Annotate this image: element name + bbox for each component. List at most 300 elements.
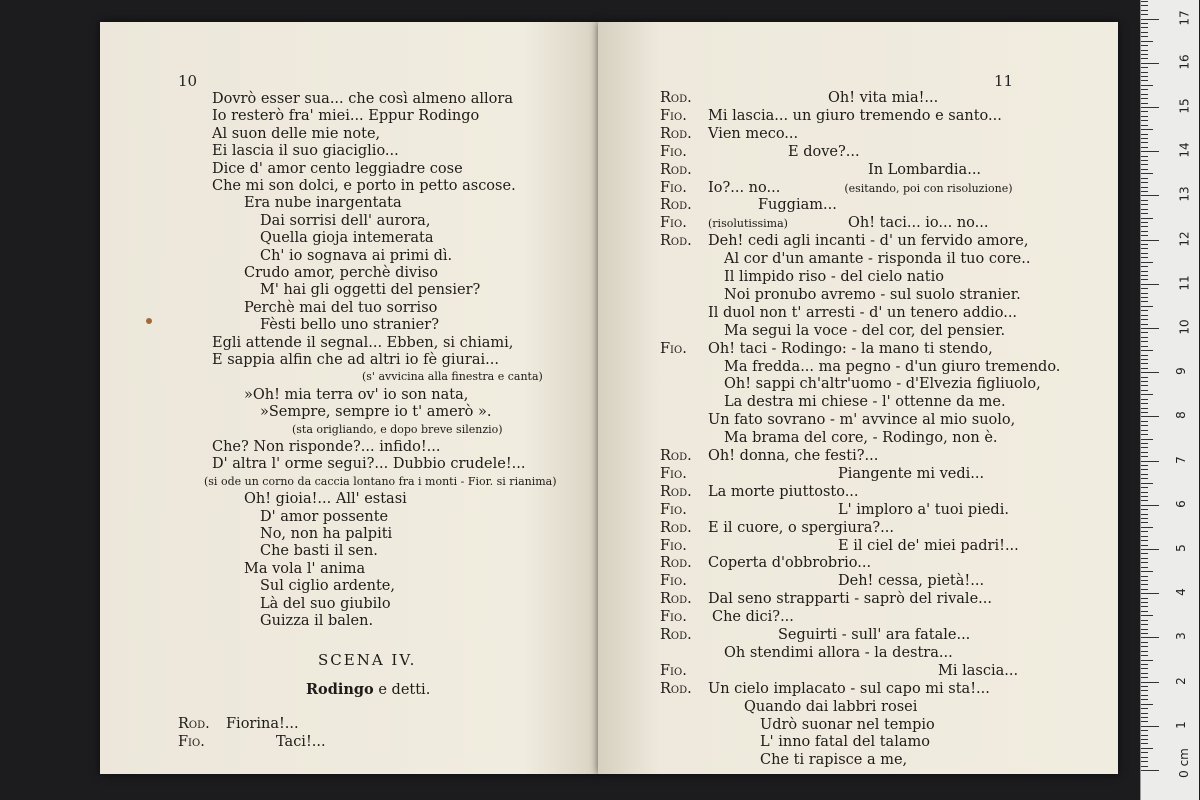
ruler-tick	[1141, 461, 1159, 462]
ruler-tick	[1141, 248, 1148, 249]
verse-line: Dovrò esser sua... che così almeno allora	[212, 91, 513, 107]
right-page	[598, 22, 1118, 774]
ruler-tick	[1141, 111, 1148, 112]
ruler-tick	[1141, 593, 1159, 594]
ruler-number: 13	[1177, 186, 1192, 203]
dialogue-line	[660, 89, 938, 107]
ruler-tick	[1141, 359, 1148, 360]
ruler-tick	[1141, 147, 1148, 148]
dialogue-text: Oh! sappi ch'altr'uomo - d'Elvezia figliuolo,	[724, 376, 1041, 393]
ruler-tick	[1141, 469, 1148, 470]
open-book	[100, 22, 1118, 774]
left-page	[100, 22, 598, 774]
dialogue-line	[660, 358, 1060, 376]
ruler-tick	[1141, 103, 1148, 104]
ruler-tick	[1141, 673, 1148, 674]
verse-line: Oh! gioia!... All' estasi	[244, 491, 407, 508]
measuring-ruler	[1140, 0, 1199, 800]
ruler-tick	[1141, 500, 1148, 501]
ruler-tick	[1141, 452, 1148, 453]
dialogue-text: Il limpido riso - del cielo natio	[724, 269, 944, 285]
ruler-tick	[1141, 717, 1148, 718]
speaker-label: Fio.	[178, 734, 205, 751]
dialogue-line	[660, 179, 1013, 198]
ruler-tick	[1141, 606, 1148, 607]
verse-line: Che basti il sen.	[260, 543, 378, 560]
verse-line: Dai sorrisi dell' aurora,	[260, 212, 431, 229]
ruler-number: 11	[1177, 275, 1192, 291]
ruler-tick	[1141, 266, 1148, 267]
ruler-tick	[1141, 766, 1148, 767]
ruler-tick	[1141, 743, 1148, 744]
dialogue-line	[660, 698, 917, 716]
ruler-tick	[1141, 80, 1148, 81]
ruler-tick	[1141, 620, 1148, 621]
dialogue-line	[660, 644, 953, 662]
ruler-number: 5	[1173, 544, 1188, 552]
ruler-tick	[1141, 611, 1148, 612]
dialogue-line	[660, 483, 859, 501]
ruler-tick	[1141, 262, 1153, 263]
dialogue-text: Oh! vita mia!...	[828, 90, 939, 106]
ruler-tick	[1141, 704, 1153, 705]
ruler-tick	[1141, 297, 1148, 298]
ruler-tick	[1141, 346, 1148, 347]
ruler-number: 12	[1177, 230, 1192, 247]
dialogue-text: Seguirti - sull' ara fatale...	[778, 627, 971, 643]
verse-line: Egli attende il segnal... Ebben, si chiami,	[212, 334, 514, 351]
dialogue-text: Oh stendimi allora - la destra...	[724, 644, 953, 661]
verse-line: Sul ciglio ardente,	[260, 578, 395, 595]
ruler-tick	[1141, 328, 1159, 329]
ruler-tick	[1141, 580, 1148, 581]
ruler-tick	[1141, 483, 1153, 484]
ruler-tick	[1141, 151, 1159, 152]
ruler-tick	[1141, 761, 1148, 762]
ruler-tick	[1141, 447, 1148, 448]
speaker-label: Rod.	[178, 716, 210, 733]
dialogue-text: L' imploro a' tuoi piedi.	[838, 501, 1009, 518]
speaker-label: Fio.	[660, 107, 687, 124]
ruler-tick	[1141, 134, 1148, 135]
speaker-label: Rod.	[660, 90, 692, 106]
verse-line: Guizza il balen.	[260, 613, 374, 629]
dialogue-text: Che dici?...	[712, 609, 794, 626]
speaker-label: Rod.	[660, 448, 692, 464]
ruler-tick	[1141, 5, 1148, 6]
ruler-tick	[1141, 350, 1153, 351]
ruler-tick	[1141, 505, 1159, 506]
ruler-tick	[1141, 496, 1148, 497]
ruler-tick	[1141, 390, 1148, 391]
ruler-tick	[1141, 310, 1148, 311]
ruler-tick	[1141, 125, 1148, 126]
dialogue-text: Mi lascia...	[938, 662, 1019, 679]
ruler-tick	[1141, 443, 1148, 444]
dialogue-text: In Lombardia...	[868, 161, 982, 178]
ruler-number: 2	[1173, 676, 1188, 685]
ruler-tick	[1141, 156, 1148, 157]
ruler-tick	[1141, 19, 1159, 20]
ruler-tick	[1141, 213, 1148, 214]
speaker-label: Rod.	[660, 519, 692, 536]
ruler-tick	[1141, 686, 1148, 687]
speaker-label: Fio.	[660, 340, 687, 357]
ruler-number: 3	[1173, 632, 1188, 641]
dialogue-line	[660, 250, 1030, 268]
ruler-number: 1	[1173, 720, 1188, 729]
dialogue-line	[660, 590, 992, 608]
verse-line: Ma vola l' anima	[244, 560, 366, 577]
speaker-label: Fio.	[660, 662, 687, 679]
dialogue-text: Il duol non t' arresti - d' un tenero addio...	[708, 304, 1018, 321]
verse-line: D' amor possente	[260, 508, 389, 525]
ruler-tick	[1141, 187, 1148, 188]
ruler-tick	[1141, 231, 1148, 232]
ruler-number: 14	[1177, 142, 1192, 158]
speaker-label: Fio.	[660, 179, 687, 196]
dialogue-text: Taci!...	[276, 734, 326, 751]
ruler-tick	[1141, 399, 1148, 400]
ruler-tick	[1141, 624, 1148, 625]
ruler-tick	[1141, 633, 1148, 634]
ruler-tick	[1141, 492, 1148, 493]
dialogue-line	[660, 680, 990, 698]
ruler-number: 6	[1173, 499, 1188, 508]
ruler-tick	[1141, 368, 1148, 369]
speaker-label: Fio.	[660, 143, 687, 160]
ruler-tick	[1141, 416, 1159, 417]
ruler-tick	[1141, 713, 1148, 714]
verse-line: Che? Non risponde?... infido!...	[212, 439, 441, 455]
ruler-tick	[1141, 377, 1148, 378]
ruler-tick	[1141, 527, 1153, 528]
speaker-label: Fio.	[660, 501, 687, 518]
ruler-tick	[1141, 730, 1148, 731]
cast-name: Rodingo	[306, 681, 374, 699]
ruler-tick	[1141, 253, 1148, 254]
ruler-tick	[1141, 434, 1148, 435]
ruler-tick	[1141, 218, 1153, 219]
dialogue-line	[660, 519, 894, 537]
ruler-tick	[1141, 72, 1148, 73]
ruler-tick	[1141, 668, 1148, 669]
ruler-tick	[1141, 726, 1159, 727]
dialogue-line	[660, 286, 1021, 304]
dialogue-line	[660, 322, 1005, 340]
dialogue-line	[660, 626, 970, 644]
ruler-tick	[1141, 651, 1148, 652]
ruler-tick	[1141, 337, 1148, 338]
verse-line: Là del suo giubilo	[260, 595, 391, 612]
dialogue-text: Io?... no...	[708, 179, 781, 196]
dialogue-text: Quando dai labbri rosei	[744, 698, 918, 715]
ruler-tick	[1141, 514, 1148, 515]
ruler-tick	[1141, 240, 1159, 241]
ruler-tick	[1141, 394, 1153, 395]
ruler-tick	[1141, 509, 1148, 510]
dialogue-line	[660, 214, 989, 233]
ruler-tick	[1141, 655, 1148, 656]
verse-line: »Oh! mia terra ov' io son nata,	[244, 386, 469, 403]
ruler-tick	[1141, 403, 1148, 404]
dialogue-text: Fuggiam...	[758, 197, 837, 214]
ruler-tick	[1141, 478, 1148, 479]
ruler-tick	[1141, 752, 1148, 753]
ruler-number: 7	[1173, 455, 1188, 464]
verse-line: Che mi son dolci, e porto in petto ascose.	[212, 178, 516, 194]
ruler-tick	[1141, 275, 1148, 276]
ruler-tick	[1141, 182, 1148, 183]
ruler-tick	[1141, 41, 1153, 42]
ruler-number: 10	[1177, 319, 1192, 335]
ruler-tick	[1141, 222, 1148, 223]
dialogue-line	[660, 107, 1002, 125]
dialogue-line	[660, 572, 984, 590]
dialogue-line	[660, 429, 998, 447]
ruler-tick	[1141, 465, 1148, 466]
ruler-tick	[1141, 178, 1148, 179]
ruler-tick	[1141, 209, 1148, 210]
dialogue-text: Al cor d'un amante - risponda il tuo core..	[724, 251, 1031, 268]
ruler-tick	[1141, 549, 1159, 550]
ruler-tick	[1141, 226, 1148, 227]
stage-direction: (esitando, poi con risoluzione)	[844, 181, 1013, 195]
dialogue-line	[660, 501, 1009, 519]
ruler-tick	[1141, 558, 1148, 559]
dialogue-text: Ma segui la voce - del cor, del pensier.	[724, 322, 1006, 339]
ruler-tick	[1141, 14, 1148, 15]
dialogue-text: Oh! donna, che festi?...	[708, 448, 879, 464]
ruler-tick	[1141, 540, 1148, 541]
ruler-tick	[1141, 107, 1159, 108]
dialogue-text: E dove?...	[788, 143, 860, 160]
verse-line: Quella gioja intemerata	[260, 230, 434, 247]
ruler-tick	[1141, 284, 1159, 285]
verse-line: (si ode un corno da caccia lontano fra i monti - Fior. si rianima)	[204, 474, 557, 488]
ruler-tick	[1141, 522, 1148, 523]
ruler-tick	[1141, 27, 1148, 28]
dialogue-line	[660, 662, 1018, 680]
ruler-tick	[1141, 721, 1148, 722]
dialogue-line	[660, 268, 944, 286]
ruler-tick	[1141, 425, 1148, 426]
ruler-tick	[1141, 116, 1148, 117]
ruler-tick	[1141, 571, 1153, 572]
ruler-tick	[1141, 589, 1148, 590]
speaker-label: Rod.	[660, 483, 692, 500]
ruler-tick	[1141, 288, 1148, 289]
ruler-tick	[1141, 456, 1148, 457]
dialogue-text: Mi lascia... un giuro tremendo e santo...	[708, 107, 1002, 124]
dialogue-text: La morte piuttosto...	[708, 483, 859, 500]
ruler-tick	[1141, 293, 1148, 294]
ruler-number: 8	[1173, 411, 1188, 420]
ruler-tick	[1141, 735, 1148, 736]
ink-stain	[146, 318, 152, 324]
dialogue-text: Un fato sovrano - m' avvince al mio suolo,	[708, 412, 1016, 429]
ruler-tick	[1141, 138, 1148, 139]
dialogue-line	[660, 608, 794, 626]
verse-line: Crudo amor, perchè diviso	[244, 265, 439, 281]
ruler-number: 16	[1177, 54, 1192, 70]
dialogue-text: Oh! taci - Rodingo: - la mano ti stendo,	[708, 340, 993, 357]
ruler-tick	[1141, 690, 1148, 691]
ruler-tick	[1141, 94, 1148, 95]
ruler-tick	[1141, 412, 1148, 413]
ruler-tick	[1141, 244, 1148, 245]
dialogue-text: Ma brama del core, - Rodingo, non è.	[724, 430, 998, 447]
ruler-tick	[1141, 257, 1148, 258]
speaker-label: Fio.	[660, 609, 687, 626]
ruler-tick	[1141, 408, 1148, 409]
ruler-tick	[1141, 36, 1148, 37]
ruler-tick	[1141, 204, 1148, 205]
dialogue-line	[178, 733, 326, 751]
ruler-tick	[1141, 271, 1148, 272]
ruler-tick	[1141, 235, 1148, 236]
ruler-tick	[1141, 372, 1159, 373]
ruler-number: 9	[1173, 367, 1188, 376]
cast-rest: e detti.	[373, 682, 431, 699]
ruler-tick	[1141, 341, 1148, 342]
dialogue-text: Oh! taci... io... no...	[847, 215, 989, 232]
speaker-label: Rod.	[660, 161, 692, 178]
ruler-number: 15	[1177, 98, 1192, 114]
verse-line: Io resterò fra' miei... Eppur Rodingo	[212, 108, 480, 125]
dialogue-line	[660, 716, 935, 734]
ruler-tick	[1141, 748, 1153, 749]
verse-line: (sta origliando, e dopo breve silenzio)	[292, 422, 503, 436]
dialogue-text: Vien meco...	[708, 125, 799, 142]
stage-direction: (risolutissima)	[708, 217, 788, 231]
speaker-label: Rod.	[660, 125, 692, 142]
ruler-tick	[1141, 708, 1148, 709]
ruler-tick	[1141, 439, 1153, 440]
ruler-tick	[1141, 615, 1153, 616]
dialogue-line	[660, 447, 878, 465]
ruler-tick	[1141, 160, 1148, 161]
ruler-number: 4	[1173, 588, 1188, 597]
ruler-tick	[1141, 682, 1159, 683]
dialogue-line	[660, 537, 1019, 555]
ruler-tick	[1141, 301, 1148, 302]
ruler-tick	[1141, 474, 1148, 475]
ruler-tick	[1141, 646, 1148, 647]
verse-line: Perchè mai del tuo sorriso	[244, 299, 438, 316]
ruler-tick	[1141, 545, 1148, 546]
ruler-number: 17	[1177, 9, 1192, 26]
verse-line: E sappia alfin che ad altri io fè giurai...	[212, 352, 499, 368]
ruler-tick	[1141, 169, 1148, 170]
ruler-tick	[1141, 637, 1159, 638]
ruler-tick	[1141, 319, 1148, 320]
dialogue-line	[660, 733, 930, 751]
verse-line: Ch' io sognava ai primi dì.	[260, 247, 453, 264]
dialogue-text: Noi pronubo avremo - sul suolo stranier.	[724, 286, 1021, 303]
dialogue-line	[178, 715, 299, 733]
page-number: 10	[178, 72, 198, 90]
ruler-tick	[1141, 363, 1148, 364]
dialogue-text: E il ciel de' miei padri!...	[838, 537, 1019, 554]
dialogue-text: E il cuore, o spergiura?...	[708, 519, 895, 536]
ruler-tick	[1141, 602, 1148, 603]
ruler-tick	[1141, 576, 1148, 577]
dialogue-text: Ma fredda... ma pegno - d'un giuro tremendo.	[724, 358, 1061, 375]
speaker-label: Rod.	[660, 627, 692, 643]
ruler-tick	[1141, 677, 1148, 678]
ruler-tick	[1141, 562, 1148, 563]
dialogue-line	[660, 751, 907, 769]
verse-line: Dice d' amor cento leggiadre cose	[212, 160, 463, 177]
ruler-tick	[1141, 67, 1148, 68]
ruler-tick	[1141, 487, 1148, 488]
ruler-tick	[1141, 567, 1148, 568]
ruler-tick	[1141, 642, 1148, 643]
ruler-tick	[1141, 629, 1148, 630]
ruler-tick	[1141, 32, 1148, 33]
ruler-tick	[1141, 164, 1148, 165]
speaker-label: Rod.	[660, 680, 692, 697]
verse-line: No, non ha palpiti	[260, 526, 393, 542]
dialogue-text: Deh! cessa, pietà!...	[838, 573, 985, 590]
dialogue-line	[660, 143, 860, 161]
ruler-tick	[1141, 324, 1148, 325]
ruler-tick	[1141, 332, 1148, 333]
dialogue-line	[660, 554, 871, 572]
dialogue-line	[660, 161, 981, 179]
page-number: 11	[994, 72, 1014, 90]
ruler-tick	[1141, 553, 1148, 554]
ruler-tick	[1141, 355, 1148, 356]
verse-line: M' hai gli oggetti del pensier?	[260, 282, 481, 299]
speaker-label: Fio.	[660, 215, 687, 232]
dialogue-line	[660, 465, 984, 483]
ruler-tick	[1141, 191, 1148, 192]
dialogue-line	[660, 340, 993, 358]
ruler-tick	[1141, 664, 1148, 665]
ruler-tick	[1141, 120, 1148, 121]
speaker-label: Fio.	[660, 537, 687, 554]
speaker-label: Rod.	[660, 197, 692, 214]
ruler-tick	[1141, 757, 1148, 758]
ruler-tick	[1141, 173, 1153, 174]
scene-cast	[306, 681, 430, 699]
ruler-tick	[1141, 739, 1148, 740]
verse-line: Ei lascia il suo giaciglio...	[212, 143, 399, 160]
verse-line: »Sempre, sempre io t' amerò ».	[260, 404, 492, 421]
dialogue-text: Fiorina!...	[226, 716, 299, 733]
ruler-tick	[1141, 45, 1148, 46]
ruler-tick	[1141, 89, 1148, 90]
dialogue-text: Piangente mi vedi...	[838, 465, 985, 482]
ruler-tick	[1141, 770, 1159, 771]
ruler-tick	[1141, 695, 1148, 696]
ruler-tick	[1141, 381, 1148, 382]
ruler-tick	[1141, 129, 1153, 130]
verse-line: Al suon delle mie note,	[212, 125, 381, 142]
verse-line: Era nube inargentata	[244, 195, 402, 212]
dialogue-line	[660, 375, 1041, 393]
ruler-tick	[1141, 1, 1148, 2]
dialogue-text: Che ti rapisce a me,	[760, 752, 908, 769]
dialogue-text: La destra mi chiese - l' ottenne da me.	[724, 394, 1006, 411]
ruler-tick	[1141, 195, 1159, 196]
speaker-label: Rod.	[660, 233, 692, 250]
dialogue-line	[660, 125, 798, 143]
ruler-tick	[1141, 200, 1148, 201]
ruler-tick	[1141, 518, 1148, 519]
